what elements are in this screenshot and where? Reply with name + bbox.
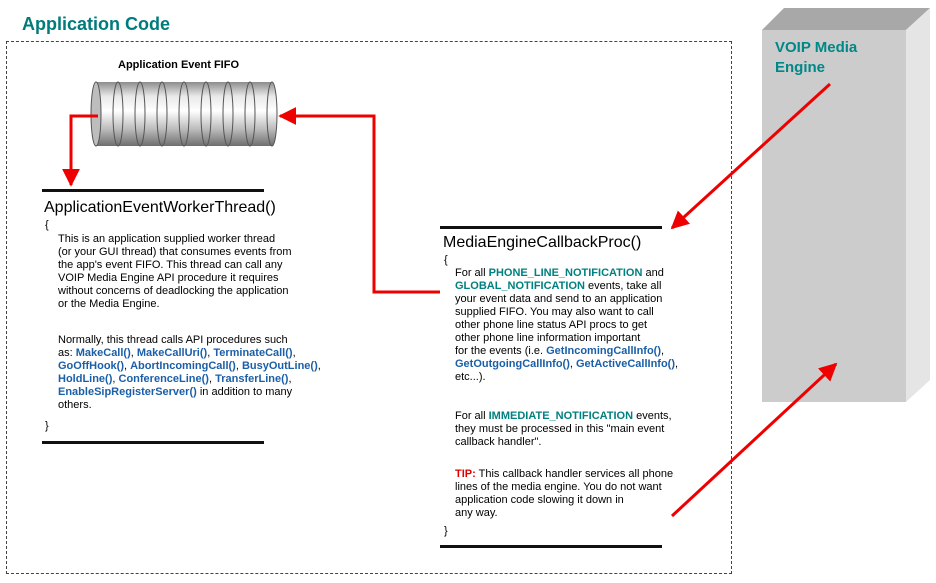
- api-terminate-call[interactable]: TerminateCall(): [213, 347, 293, 359]
- and-text: and: [642, 267, 664, 279]
- callback-tip: [455, 468, 673, 520]
- callback-p1-line: [455, 280, 678, 293]
- separator: ,: [235, 360, 242, 372]
- callback-paragraph-1: [455, 267, 678, 384]
- worker-paragraph-2: [58, 334, 321, 412]
- callback-tip-line: [455, 468, 673, 481]
- callback-p1-line: supplied FIFO. You may also want to call: [455, 306, 654, 318]
- tip-text: This callback handler services all phone: [475, 468, 674, 480]
- immediate-notification: IMMEDIATE_NOTIFICATION: [488, 410, 634, 422]
- worker-p2-line: [58, 360, 321, 373]
- api-get-outgoing-call-info[interactable]: GetOutgoingCallInfo(): [455, 358, 570, 370]
- callback-p2-line: callback handler".: [455, 436, 542, 448]
- callback-tip-line: application code slowing it down in: [455, 494, 624, 506]
- separator: ,: [292, 347, 296, 359]
- callback-p1-line: other phone line status API procs to get: [455, 319, 648, 331]
- separator: ,: [661, 345, 665, 357]
- separator: ,: [317, 360, 321, 372]
- worker-p2-line: [58, 386, 321, 399]
- api-make-call-uri[interactable]: MakeCallUri(): [136, 347, 208, 359]
- separator: ,: [112, 373, 119, 385]
- worker-top-rule: [42, 189, 264, 192]
- worker-open-brace: {: [45, 219, 49, 231]
- engine-to-callback-arrow: [672, 84, 830, 228]
- callback-p1-line: other phone line information important: [455, 332, 641, 344]
- callback-return-arrow: [672, 364, 836, 516]
- callback-p2-line: they must be processed in this "main event: [455, 423, 665, 435]
- events-text: events,: [633, 410, 672, 422]
- separator: ,: [208, 373, 216, 385]
- api-hold-line[interactable]: HoldLine(): [58, 373, 113, 385]
- worker-p1-line: VOIP Media Engine API procedure it requires: [58, 272, 279, 284]
- worker-p2-line: others.: [58, 399, 92, 411]
- api-abort-incoming-call[interactable]: AbortIncomingCall(): [130, 360, 236, 372]
- api-busy-out-line[interactable]: BusyOutLine(): [241, 360, 318, 372]
- worker-p2-line: [58, 373, 321, 386]
- global-notification: GLOBAL_NOTIFICATION: [455, 280, 585, 292]
- events-text: events, take all: [584, 280, 662, 292]
- for-all-text: For all: [455, 267, 489, 279]
- worker-p2-line: Normally, this thread calls API procedures such: [58, 334, 288, 346]
- callback-p1-line: [455, 358, 678, 371]
- callback-p1-line: your event data and send to an application: [455, 293, 663, 305]
- fifo-label: Application Event FIFO: [118, 59, 240, 71]
- callback-p1-line: [455, 345, 678, 358]
- callback-p1-line: [455, 267, 678, 280]
- worker-p1-line: (or your GUI thread) that consumes events from: [58, 246, 292, 258]
- api-transfer-line[interactable]: TransferLine(): [215, 373, 289, 385]
- tip-label: TIP:: [455, 468, 476, 480]
- worker-p1-line: or the Media Engine.: [58, 298, 160, 310]
- callback-p2-line: [455, 410, 672, 423]
- separator: ,: [675, 358, 679, 370]
- api-make-call[interactable]: MakeCall(): [75, 347, 131, 359]
- callback-tip-line: any way.: [455, 507, 498, 519]
- worker-p2-line: [58, 347, 321, 360]
- callback-close-brace: }: [444, 525, 448, 537]
- fifo-to-worker-arrow: [71, 116, 98, 185]
- callback-open-brace: {: [444, 254, 448, 266]
- worker-as-text: as:: [58, 347, 76, 359]
- worker-bottom-rule: [42, 441, 264, 444]
- separator: ,: [123, 360, 131, 372]
- worker-title: ApplicationEventWorkerThread(): [44, 199, 276, 216]
- api-get-incoming-call-info[interactable]: GetIncomingCallInfo(): [546, 345, 661, 357]
- engine-title: VOIP Media Engine: [775, 39, 858, 76]
- worker-tail-text: in addition to many: [196, 386, 293, 398]
- separator: ,: [569, 358, 576, 370]
- api-enable-sip-register-server[interactable]: EnableSipRegisterServer(): [58, 386, 197, 398]
- worker-p1-line: This is an application supplied worker thread: [58, 233, 276, 245]
- worker-p1-line: the app's event FIFO. This thread can call any: [58, 259, 283, 271]
- events-prefix: for the events (i.e.: [455, 345, 547, 357]
- callback-tip-line: lines of the media engine. You do not want: [455, 481, 662, 493]
- callback-p1-line: etc...).: [455, 371, 486, 383]
- for-all-text: For all: [455, 410, 489, 422]
- phone-line-notification: PHONE_LINE_NOTIFICATION: [488, 267, 643, 279]
- api-get-active-call-info[interactable]: GetActiveCallInfo(): [576, 358, 676, 370]
- api-go-off-hook[interactable]: GoOffHook(): [58, 360, 124, 372]
- worker-close-brace: }: [45, 420, 49, 432]
- callback-to-fifo-arrow: [280, 116, 440, 292]
- separator: ,: [288, 373, 292, 385]
- callback-bottom-rule: [440, 545, 662, 548]
- callback-top-rule: [440, 226, 662, 229]
- section-title: Application Code: [22, 14, 170, 34]
- callback-paragraph-2: [455, 410, 672, 449]
- api-conference-line[interactable]: ConferenceLine(): [118, 373, 209, 385]
- callback-title: MediaEngineCallbackProc(): [443, 234, 642, 251]
- worker-paragraph-1: [58, 233, 292, 311]
- separator: ,: [207, 347, 214, 359]
- separator: ,: [130, 347, 137, 359]
- worker-p1-line: without concerns of deadlocking the application: [58, 285, 289, 297]
